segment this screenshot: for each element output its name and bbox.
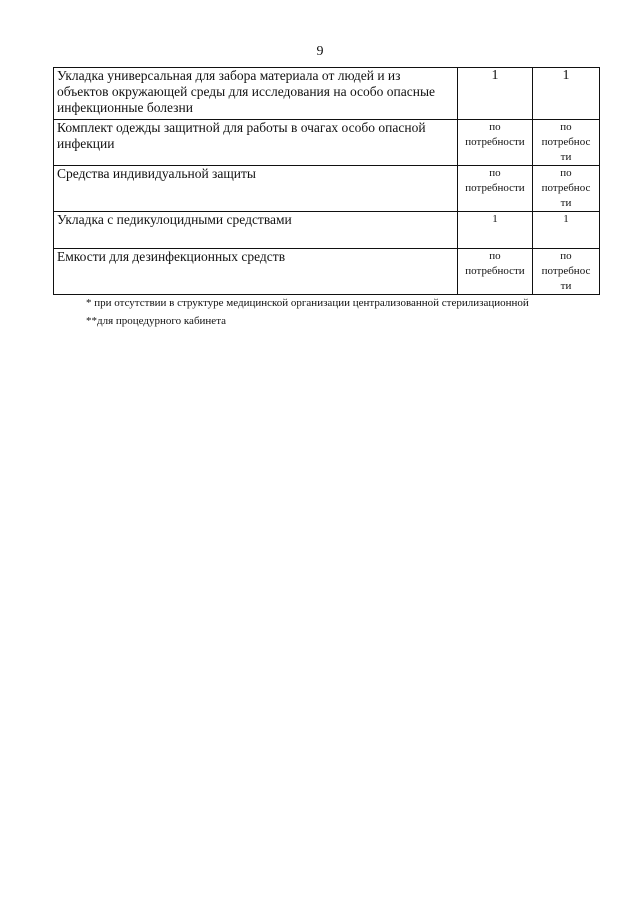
footnote-procedure-room: **для процедурного кабинета — [86, 315, 227, 327]
equipment-table — [53, 67, 600, 295]
item-name: Средства индивидуальной защиты — [54, 166, 458, 212]
item-qty-b: 1 — [533, 68, 600, 120]
item-qty-a: 1 — [458, 212, 533, 249]
item-name: Комплект одежды защитной для работы в очагах особо опасной инфекции — [54, 120, 458, 166]
table-row — [54, 120, 600, 166]
item-name: Емкости для дезинфекционных средств — [54, 249, 458, 295]
item-qty-b: 1 — [533, 212, 600, 249]
item-qty-a: по потребности — [458, 120, 533, 166]
table-row — [54, 212, 600, 249]
item-qty-a: по потребности — [458, 249, 533, 295]
item-qty-a: 1 — [458, 68, 533, 120]
footnotes — [86, 296, 536, 328]
item-qty-a: по потребности — [458, 166, 533, 212]
table-row — [54, 249, 600, 295]
item-name: Укладка с педикулоцидными средствами — [54, 212, 458, 249]
item-qty-b: по потребнос ти — [533, 249, 600, 295]
footnote-centralized-sterilization: * при отсутствии в структуре медицинской организации централизованной стерилизационной — [86, 297, 529, 309]
item-qty-b: по потребнос ти — [533, 120, 600, 166]
table-row — [54, 166, 600, 212]
page-number: 9 — [316, 44, 324, 59]
table-row — [54, 68, 600, 120]
item-name: Укладка универсальная для забора материала от людей и из объектов окружающей среды для исследования на особо опасные инфекционные болезни — [54, 68, 458, 120]
item-qty-b: по потребнос ти — [533, 166, 600, 212]
